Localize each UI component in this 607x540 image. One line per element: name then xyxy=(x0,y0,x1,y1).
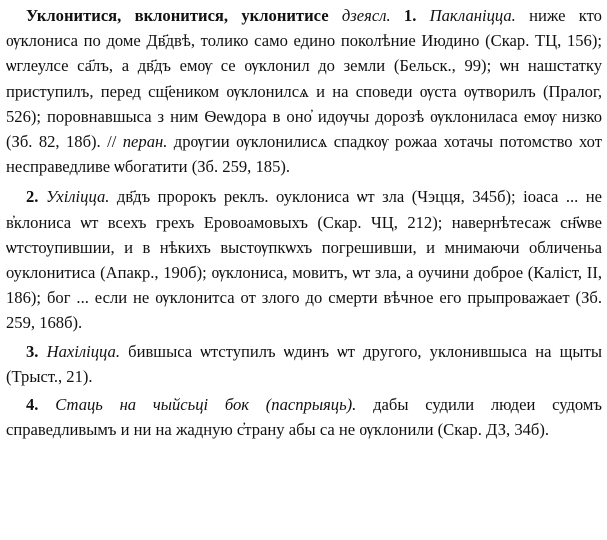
sense-number: 2. xyxy=(26,187,39,207)
sense-body: бившыса ѡтступилъ ѡдинъ ѡт другого, уклонившыса на щыты (Трыст., 21). xyxy=(6,341,602,386)
sense-number: 4. xyxy=(26,395,39,415)
entry-sense-2 xyxy=(6,184,602,335)
sense-number: 3. xyxy=(26,341,39,361)
figurative-marker: // xyxy=(107,132,117,152)
sense-body: ниже кто ѹклониса по доме Дв҃двѣ, толико само едино поколѣние Июдино (Скар. ТЦ, 156); ѡглеулсе са҃лъ, а дв҃дъ емѹ се ѹклонил до земли (Бельск., 99); ѡн нашстатку приступилъ, перед сщ҃еником ѹклонилсѧ и на споведи ѹста ѹтворилъ (Пралог, 526); поровнавшыса з ним Ѳеѡдора в оно҆ идѹчы дорозѣ ѹклониласа емѹ низко (Зб. 82, 18б). xyxy=(6,6,602,152)
sense-number: 1. xyxy=(403,6,417,25)
sense-body: дв҃дъ пророкъ реклъ. оуклониса ѡт зла (Чэцця, 345б); іоаса ... не в҆клониса ѡт всехъ грехъ Еровоамовыхъ (Скар. ЧЦ, 212); навернѣтесаж сн҃ѡве ѡтстоупившии, и в нѣкихъ выстѹпкѡхъ погрешивши, и мнимаючи обличеньа оуклонитиса (Апакр., 190б); ѹклониса, мовитъ, ѡт зла, а оучини доброе (Каліст, II, 186); бог ... если не ѹклонитса от злого до смерти вѣчное его прыпроважает (Зб. 259, 168б). xyxy=(6,187,602,333)
figurative-label: перан. xyxy=(122,132,168,152)
entry-sense-3 xyxy=(6,339,602,389)
headword: Уклонитися, вклонитися, уклонитисе xyxy=(26,6,329,25)
figurative-body: дрѹгии ѹклонилисѧ спадкѹ рожаа хотачы потомство хот несправедливе ѡбогатити (Зб. 259, 185). xyxy=(6,132,602,177)
sense-gloss: Ухіліцца. xyxy=(45,187,110,207)
sense-body: дабы судили людеи судомъ справедливымъ и ни на жадную с҆трану абы са не ѹклонили (Скар. ДЗ, 34б). xyxy=(6,395,602,440)
entry-sense-4 xyxy=(6,392,602,442)
sense-gloss: Пакланіцца. xyxy=(429,6,516,25)
part-of-speech: дзеясл. xyxy=(341,6,391,25)
sense-gloss: Стаць на чыйсьці бок (паспрыяць). xyxy=(55,395,357,415)
entry-sense-1 xyxy=(6,3,602,179)
sense-gloss: Нахіліцца. xyxy=(46,341,120,361)
